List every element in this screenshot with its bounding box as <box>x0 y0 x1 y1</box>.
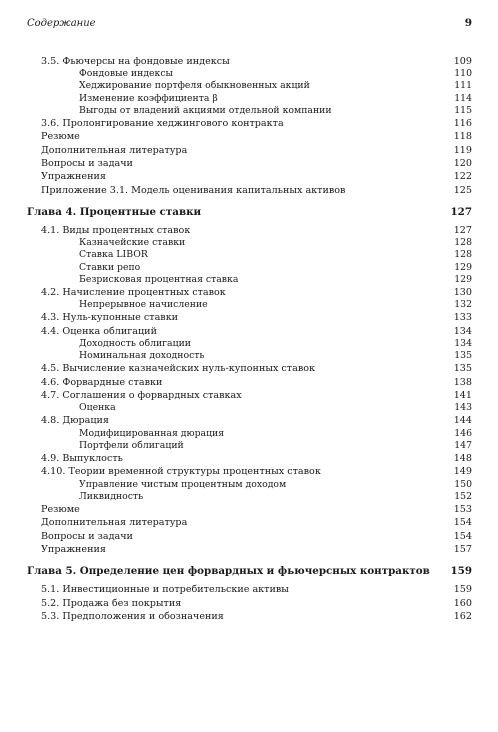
toc-entry-page: 147 <box>454 439 472 451</box>
toc-entry-page: 110 <box>454 68 472 80</box>
toc-entry <box>27 516 472 529</box>
toc-entry-page: 134 <box>453 325 472 337</box>
toc-entry-title: Выгоды от владений акциями отдельной компании <box>79 104 332 116</box>
table-of-contents <box>27 55 472 623</box>
toc-entry-page: 125 <box>453 184 472 196</box>
toc-entry-title: 4.5. Вычисление казначейских нуль-купонных ставок <box>41 363 316 375</box>
toc-entry-page: 128 <box>454 249 472 261</box>
toc-entry-title: Упражнения <box>41 171 106 183</box>
toc-entry <box>27 452 472 465</box>
toc-entry-page: 119 <box>453 144 472 156</box>
toc-entry <box>27 597 472 610</box>
toc-entry-title: 4.6. Форвардные ставки <box>41 376 163 388</box>
toc-entry-title: Ставки репо <box>79 261 141 273</box>
toc-entry <box>27 105 472 117</box>
toc-entry <box>27 249 472 261</box>
toc-entry-title: Дополнительная литература <box>41 517 188 529</box>
toc-entry-page: 111 <box>454 80 472 92</box>
toc-entry <box>27 68 472 80</box>
toc-entry-title: 5.2. Продажа без покрытия <box>41 597 182 609</box>
toc-entry-page: 116 <box>453 118 472 130</box>
toc-entry-page: 148 <box>453 453 472 465</box>
toc-entry <box>27 376 472 389</box>
toc-entry <box>27 338 472 350</box>
toc-entry <box>27 80 472 92</box>
toc-entry-page: 154 <box>453 517 472 529</box>
toc-entry-page: 154 <box>453 530 472 542</box>
toc-entry <box>27 414 472 427</box>
toc-entry-title: Глава 5. Определение цен форвардных и фьючерсных контрактов <box>27 565 430 578</box>
toc-entry-title: 4.4. Оценка облигаций <box>41 325 157 337</box>
toc-entry <box>27 286 472 299</box>
toc-entry-page: 120 <box>453 157 472 169</box>
toc-entry-page: 135 <box>453 363 472 375</box>
toc-entry <box>27 117 472 130</box>
toc-entry-page: 159 <box>450 565 472 578</box>
toc-entry <box>27 350 472 362</box>
toc-entry-title: Вопросы и задачи <box>41 530 133 542</box>
toc-entry-title: Резюме <box>41 131 80 143</box>
toc-entry-title: Изменение коэффициента β <box>79 92 218 104</box>
toc-entry-page: 114 <box>454 92 472 104</box>
running-header <box>27 0 472 35</box>
toc-entry <box>27 144 472 157</box>
toc-entry <box>27 224 472 237</box>
toc-entry-title: 4.1. Виды процентных ставок <box>41 224 191 236</box>
toc-entry-page: 159 <box>453 584 472 596</box>
toc-entry <box>27 543 472 556</box>
toc-entry-title: Безрисковая процентная ставка <box>79 273 239 285</box>
toc-entry <box>27 389 472 402</box>
running-header-title: Содержание <box>27 18 96 29</box>
toc-entry-page: 153 <box>453 504 472 516</box>
toc-entry-page: 134 <box>454 337 472 349</box>
toc-entry-page: 109 <box>453 56 472 67</box>
toc-entry-title: 3.6. Пролонгирование хеджингового контракта <box>41 118 284 130</box>
toc-chapter-heading <box>27 205 472 220</box>
toc-entry <box>27 402 472 414</box>
toc-entry <box>27 465 472 478</box>
toc-entry-page: 144 <box>453 415 472 427</box>
toc-entry-page: 118 <box>453 131 472 143</box>
toc-entry <box>27 428 472 440</box>
toc-entry-title: Резюме <box>41 504 80 516</box>
toc-entry-page: 128 <box>454 237 472 249</box>
toc-entry-page: 143 <box>454 402 472 414</box>
toc-entry-title: Вопросы и задачи <box>41 157 133 169</box>
toc-entry-page: 141 <box>453 389 472 401</box>
toc-entry-page: 133 <box>453 312 472 324</box>
toc-entry-title: Глава 4. Процентные ставки <box>27 205 202 218</box>
toc-entry-title: 4.8. Дюрация <box>41 415 109 427</box>
toc-entry <box>27 262 472 274</box>
toc-entry-title: 4.9. Выпуклость <box>41 453 123 465</box>
toc-entry-title: Оценка <box>79 402 116 414</box>
toc-entry <box>27 184 472 197</box>
toc-entry-page: 162 <box>453 610 472 622</box>
toc-entry-page: 129 <box>454 261 472 273</box>
toc-entry-title: Ликвидность <box>79 490 144 502</box>
toc-entry-page: 132 <box>454 299 472 311</box>
toc-entry-page: 129 <box>454 273 472 285</box>
toc-entry-page: 135 <box>454 350 472 362</box>
toc-entry-title: Казначейские ставки <box>79 237 186 249</box>
toc-chapter-heading <box>27 564 472 579</box>
toc-entry-page: 138 <box>453 376 472 388</box>
toc-entry-title: Непрерывное начисление <box>79 299 208 311</box>
toc-entry <box>27 440 472 452</box>
toc-entry-page: 127 <box>450 205 472 218</box>
toc-entry <box>27 311 472 324</box>
toc-entry-title: 4.3. Нуль-купонные ставки <box>41 312 179 324</box>
toc-entry <box>27 55 472 68</box>
toc-entry-title: 4.7. Соглашения о форвардных ставках <box>41 389 242 401</box>
toc-entry-title: Дополнительная литература <box>41 144 188 156</box>
toc-entry <box>27 237 472 249</box>
toc-entry-title: Ставка LIBOR <box>79 249 148 261</box>
page-number: 9 <box>464 17 472 29</box>
toc-entry-page: 127 <box>453 224 472 236</box>
toc-entry <box>27 157 472 170</box>
toc-entry <box>27 530 472 543</box>
toc-entry <box>27 130 472 143</box>
toc-entry-title: Упражнения <box>41 543 106 555</box>
toc-entry <box>27 583 472 596</box>
toc-entry-page: 130 <box>453 286 472 298</box>
toc-entry <box>27 93 472 105</box>
toc-entry-title: Портфели облигаций <box>79 439 184 451</box>
toc-entry-page: 115 <box>454 104 472 116</box>
toc-entry-page: 157 <box>453 543 472 555</box>
toc-entry <box>27 362 472 375</box>
toc-entry-title: 5.1. Инвестиционные и потребительские активы <box>41 584 289 596</box>
toc-entry-title: Модифицированная дюрация <box>79 427 225 439</box>
toc-entry-page: 152 <box>454 490 472 502</box>
toc-entry-page: 160 <box>453 597 472 609</box>
toc-entry <box>27 610 472 623</box>
toc-entry <box>27 170 472 183</box>
toc-entry <box>27 503 472 516</box>
toc-entry <box>27 479 472 491</box>
toc-entry-title: Доходность облигации <box>79 337 191 349</box>
toc-entry-title: 3.5. Фьючерсы на фондовые индексы <box>41 56 230 67</box>
toc-entry-page: 149 <box>453 466 472 478</box>
toc-entry <box>27 299 472 311</box>
toc-entry-title: 4.2. Начисление процентных ставок <box>41 286 226 298</box>
toc-entry-page: 122 <box>453 171 472 183</box>
toc-entry-title: Номинальная доходность <box>79 350 205 362</box>
toc-entry-title: 4.10. Теории временной структуры процентных ставок <box>41 466 321 478</box>
toc-entry-page: 146 <box>454 427 472 439</box>
toc-entry-title: Управление чистым процентным доходом <box>79 478 287 490</box>
toc-entry-page: 150 <box>454 478 472 490</box>
toc-entry-title: Хеджирование портфеля обыкновенных акций <box>79 80 310 92</box>
toc-entry-title: Фондовые индексы <box>79 68 173 80</box>
toc-entry <box>27 274 472 286</box>
toc-entry-title: Приложение 3.1. Модель оценивания капитальных активов <box>41 184 346 196</box>
toc-entry <box>27 325 472 338</box>
toc-entry-title: 5.3. Предположения и обозначения <box>41 610 224 622</box>
toc-entry <box>27 491 472 503</box>
